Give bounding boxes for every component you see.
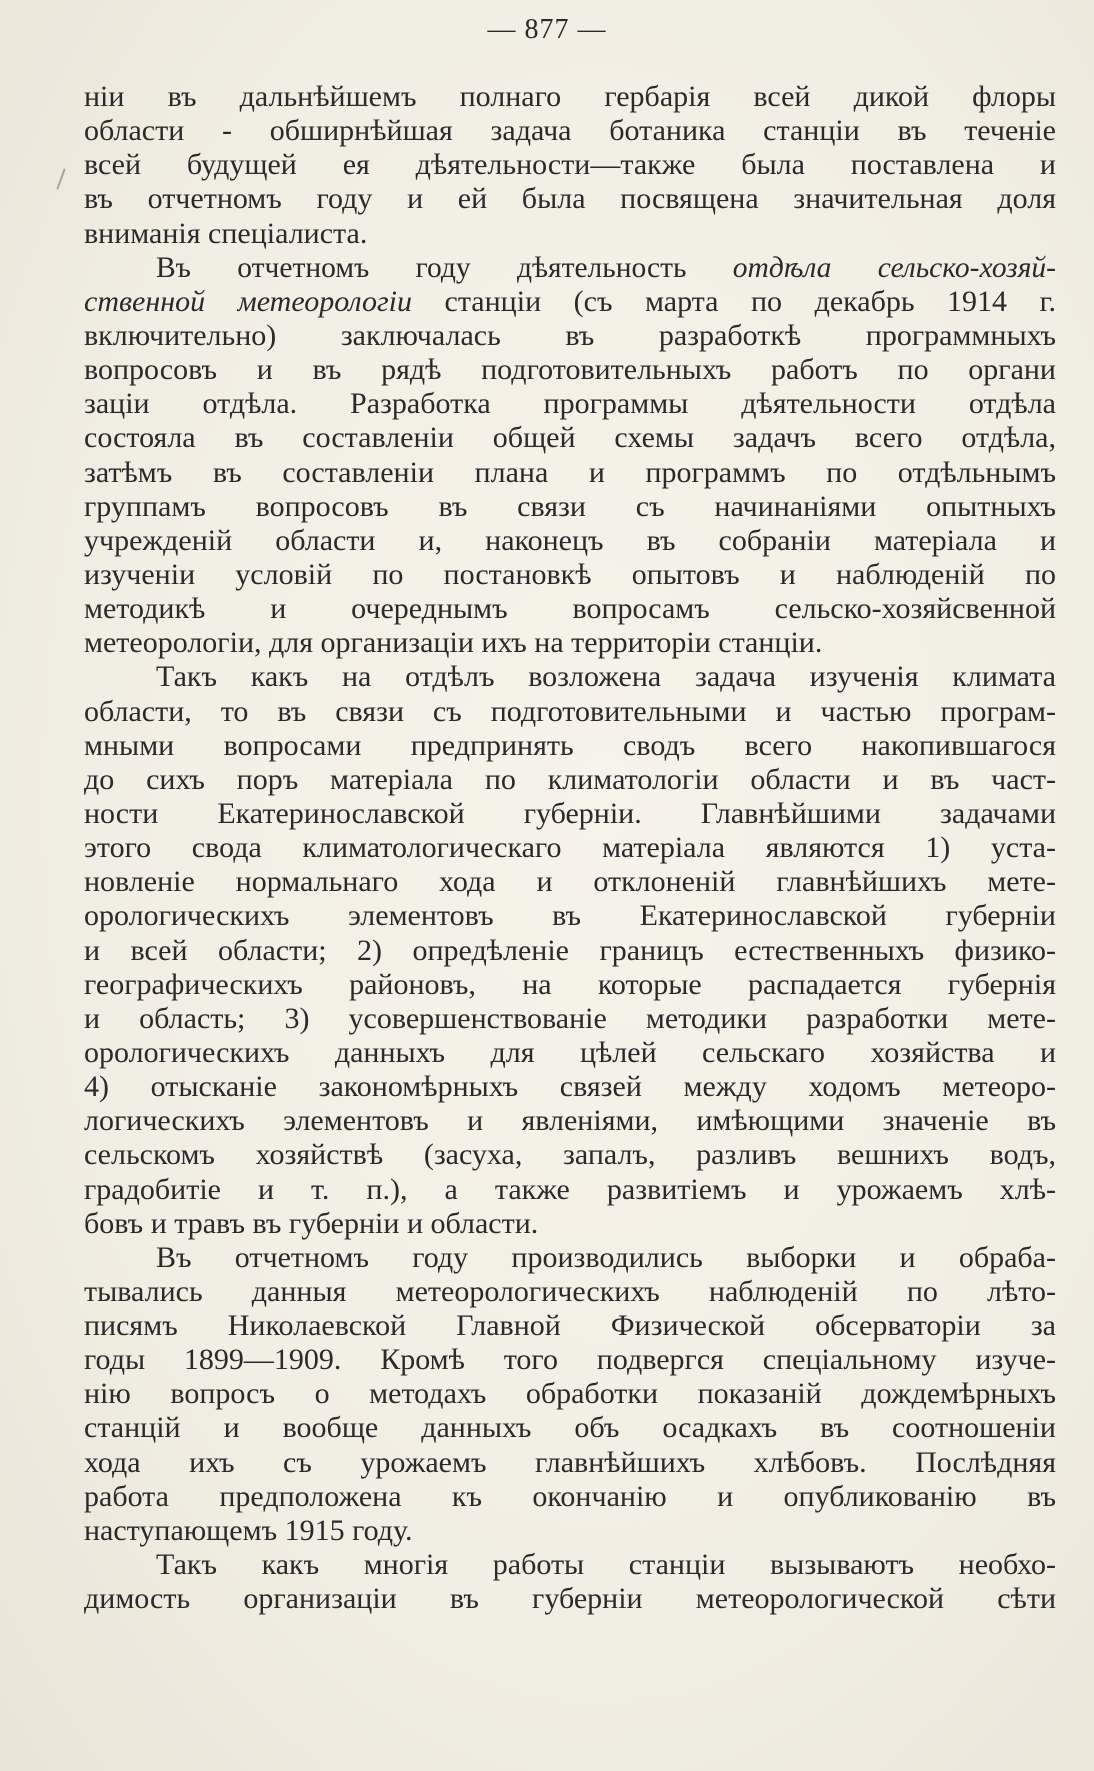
text-run: станціи (съ марта по декабрь 1914 г. — [412, 284, 1056, 318]
text-run: включительно) заключалась въ разработкѣ программныхъ — [84, 318, 1056, 352]
text-run: въ отчетномъ году и ей была посвящена значительная доля — [84, 182, 1056, 216]
text-line — [84, 660, 1056, 694]
text-line — [84, 148, 1056, 182]
text-run: нію вопросъ о методахъ обработки показаній дождемѣрныхъ — [84, 1377, 1056, 1411]
text-line — [84, 1138, 1056, 1172]
text-run: Въ отчетномъ году дѣятельность — [156, 251, 733, 284]
text-line — [84, 1070, 1056, 1104]
text-line — [84, 1036, 1056, 1070]
text-run: области - обширнѣйшая задача ботаника станціи въ теченіе — [84, 114, 1056, 148]
text-run: этого свода климатологическаго матеріала являются 1) уста- — [84, 831, 1056, 865]
text-line — [84, 1582, 1056, 1616]
text-run: годы 1899—1909. Кромѣ того подвергся спеціальному изуче- — [84, 1343, 1056, 1377]
text-run: метеорологіи, для организаціи ихъ на территоріи станціи. — [84, 626, 823, 660]
text-run: заціи отдѣла. Разработка программы дѣятельности отдѣла — [84, 387, 1056, 421]
text-line — [84, 1309, 1056, 1343]
text-run: ніи въ дальнѣйшемъ полнаго гербарія всей дикой флоры — [84, 80, 1056, 113]
text-run: Такъ какъ многія работы станціи вызываютъ необхо- — [156, 1548, 1056, 1582]
text-line — [84, 1241, 1056, 1275]
text-line — [84, 1446, 1056, 1480]
text-run: Такъ какъ на отдѣлъ возложена задача изученія климата — [156, 660, 1056, 694]
italic-text: отдѣла сельско-хозяй- — [732, 251, 1056, 284]
text-run: димость организаціи въ губерніи метеорологической сѣти — [84, 1582, 1056, 1616]
text-run: вопросовъ и въ рядѣ подготовительныхъ работъ по органи — [84, 353, 1056, 387]
text-line — [84, 934, 1056, 968]
text-run: тывались данныя метеорологическихъ наблюденій по лѣто- — [84, 1274, 1056, 1308]
page-number: — 877 — — [487, 14, 607, 45]
text-run: станцій и вообще данныхъ объ осадкахъ въ соотношеніи — [84, 1411, 1056, 1445]
text-line — [84, 831, 1056, 865]
text-line — [84, 182, 1056, 216]
text-run: писямъ Николаевской Главной Физической обсерваторіи за — [84, 1309, 1056, 1343]
margin-mark — [56, 168, 65, 189]
text-line — [84, 1275, 1056, 1309]
text-run: градобитіе и т. п.), а также развитіемъ и урожаемъ хлѣ- — [84, 1172, 1056, 1206]
text-run: бовъ и травъ въ губерніи и области. — [84, 1206, 539, 1240]
text-run: методикѣ и очереднымъ вопросамъ сельско-хозяйсвенной — [84, 592, 1056, 626]
text-line — [84, 1207, 1056, 1241]
text-run: Въ отчетномъ году производились выборки и обраба- — [156, 1240, 1056, 1274]
text-run: области, то въ связи съ подготовительными и частью програм- — [84, 694, 1056, 728]
text-line — [84, 763, 1056, 797]
text-line — [84, 387, 1056, 421]
text-line — [84, 80, 1056, 114]
text-run: географическихъ районовъ, на которые распадается губернія — [84, 967, 1056, 1001]
text-line — [84, 421, 1056, 455]
text-line — [84, 456, 1056, 490]
text-line — [84, 1377, 1056, 1411]
text-line — [84, 1343, 1056, 1377]
body-text — [84, 80, 1056, 1616]
text-line — [84, 558, 1056, 592]
text-line — [84, 899, 1056, 933]
text-line — [84, 1548, 1056, 1582]
text-run: до сихъ поръ матеріала по климатологіи области и въ част- — [84, 762, 1056, 796]
text-run: новленіе нормальнаго хода и отклоненій главнѣйшихъ мете- — [84, 865, 1056, 899]
text-line — [84, 319, 1056, 353]
text-line — [84, 490, 1056, 524]
text-line — [84, 797, 1056, 831]
text-run: всей будущей ея дѣятельности—также была поставлена и — [84, 148, 1056, 182]
text-line — [84, 114, 1056, 148]
text-run: затѣмъ въ составленіи плана и программъ по отдѣльнымъ — [84, 455, 1056, 489]
text-line — [84, 1002, 1056, 1036]
text-line — [84, 353, 1056, 387]
text-run: логическихъ элементовъ и явленіями, имѣющими значеніе въ — [84, 1104, 1056, 1138]
text-run: изученіи условій по постановкѣ опытовъ и наблюденій по — [84, 557, 1056, 591]
text-run: мными вопросами предпринять сводъ всего накопившагося — [84, 728, 1056, 762]
text-line — [84, 1480, 1056, 1514]
text-run: орологическихъ данныхъ для цѣлей сельскаго хозяйства и — [84, 1035, 1056, 1069]
text-run: хода ихъ съ урожаемъ главнѣйшихъ хлѣбовъ. Послѣдняя — [84, 1445, 1056, 1479]
text-line — [84, 592, 1056, 626]
text-run: 4) отысканіе закономѣрныхъ связей между ходомъ метеоро- — [84, 1070, 1056, 1104]
text-run: состояла въ составленіи общей схемы задачъ всего отдѣла, — [84, 421, 1056, 455]
text-line — [84, 251, 1056, 285]
text-run: учрежденій области и, наконецъ въ собраніи матеріала и — [84, 523, 1056, 557]
text-line — [84, 524, 1056, 558]
text-line — [84, 1514, 1056, 1548]
text-run: вниманія спеціалиста. — [84, 216, 368, 250]
text-line — [84, 968, 1056, 1002]
text-run: наступающемъ 1915 году. — [84, 1513, 413, 1547]
text-line — [84, 1411, 1056, 1445]
text-run: сельскомъ хозяйствѣ (засуха, запалъ, разливъ вешнихъ водъ, — [84, 1138, 1056, 1172]
text-run: группамъ вопросовъ въ связи съ начинаніями опытныхъ — [84, 489, 1056, 523]
text-line — [84, 1173, 1056, 1207]
text-line — [84, 729, 1056, 763]
text-line — [84, 626, 1056, 660]
text-run: ности Екатеринославской губерніи. Главнѣйшими задачами — [84, 796, 1056, 830]
text-line — [84, 1104, 1056, 1138]
text-run: работа предположена къ окончанію и опубликованію въ — [84, 1479, 1056, 1513]
text-run: и всей области; 2) опредѣленіе границъ естественныхъ физико- — [84, 933, 1056, 967]
text-line — [84, 217, 1056, 251]
italic-text: ственной метеорологіи — [84, 284, 412, 318]
text-line — [84, 865, 1056, 899]
text-run: и область; 3) усовершенствованіе методики разработки мете- — [84, 1001, 1056, 1035]
text-run: орологическихъ элементовъ въ Екатеринославской губерніи — [84, 899, 1056, 933]
text-line — [84, 285, 1056, 319]
text-line — [84, 695, 1056, 729]
